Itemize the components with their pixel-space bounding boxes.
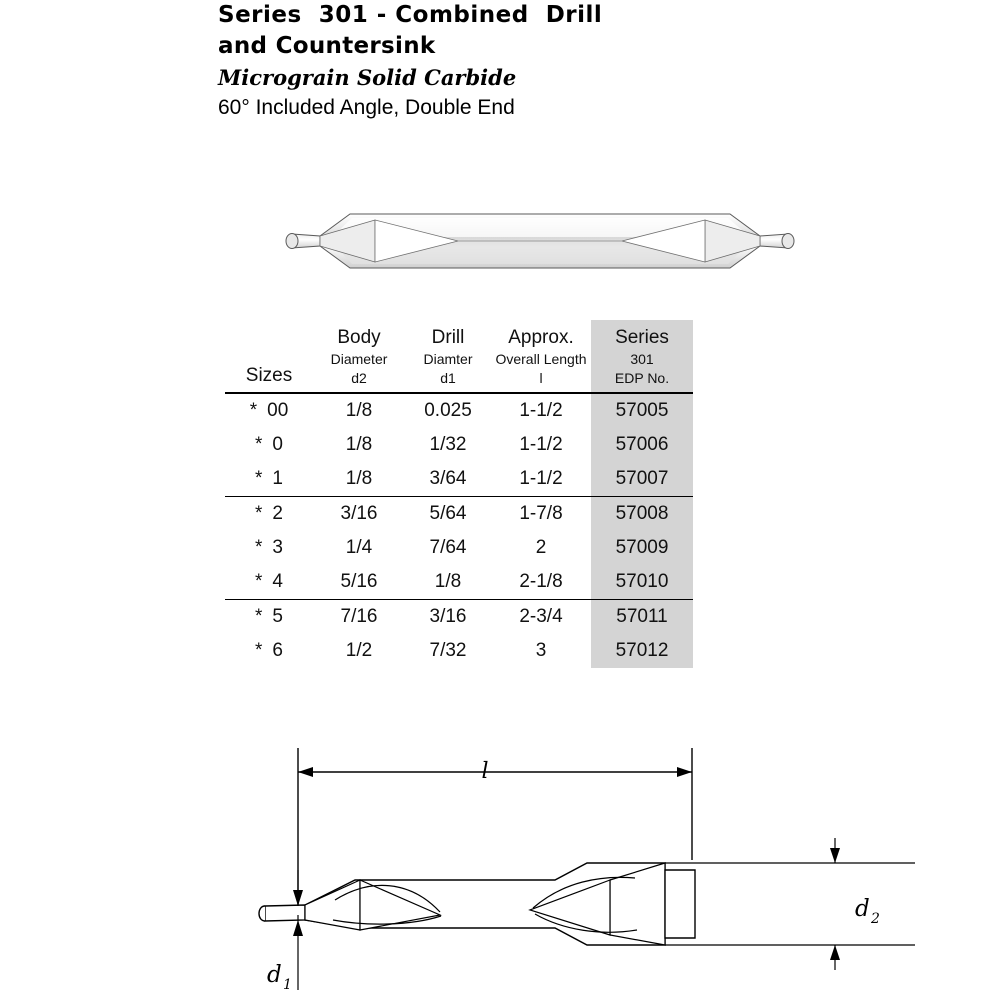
dimension-drawing: [195, 730, 975, 1000]
table-row: [225, 531, 693, 565]
cell-edp-number: 57012: [591, 634, 693, 668]
column-header-body-diameter: [313, 320, 405, 393]
cell-edp-number: 57007: [591, 462, 693, 497]
cell-body-diameter: 3/16: [340, 503, 378, 524]
cell-size-value: 2: [272, 503, 283, 524]
table-body: [225, 393, 693, 668]
cell-overall-length: 1-1/2: [519, 400, 563, 421]
cell-body-diameter: 1/8: [345, 434, 373, 455]
cell-size-value: 5: [272, 606, 283, 627]
cell-drill-diameter: 3/64: [405, 462, 491, 497]
column-header-sizes-label: Sizes: [245, 365, 293, 386]
heading-line-angle: 60° Included Angle, Double End: [218, 96, 515, 119]
table-row: [225, 428, 693, 462]
cell-size: [225, 462, 313, 497]
cell-overall-length: 3: [535, 640, 547, 661]
cell-size-value: 3: [272, 537, 283, 558]
asterisk-marker: *: [255, 571, 263, 592]
column-header-edp-label: Series: [615, 327, 669, 348]
heading-line-material: Micrograin Solid Carbide: [218, 65, 517, 90]
column-header-edp: [591, 320, 693, 393]
page-heading: [218, 0, 778, 123]
cell-body-diameter: 5/16: [313, 565, 405, 600]
column-header-approx-sub: Overall Length: [495, 351, 587, 367]
cell-body-diameter: 1/2: [345, 640, 373, 661]
table-row: [225, 462, 693, 497]
column-header-body-subscript: d2: [351, 370, 367, 386]
cell-drill-diameter: 1/8: [405, 565, 491, 600]
cell-size: [225, 565, 313, 600]
column-header-approx-label: Approx.: [508, 327, 574, 348]
cell-size: [225, 531, 313, 565]
cell-overall-length: 2: [535, 537, 547, 558]
cell-drill-diameter: 7/64: [429, 537, 467, 558]
column-header-sizes: [225, 320, 313, 393]
cell-body-diameter: 7/16: [340, 606, 378, 627]
table-row: [225, 565, 693, 600]
table-row: [225, 600, 693, 635]
cell-drill-diameter: 0.025: [424, 400, 472, 421]
cell-size: [225, 497, 313, 532]
cell-size: [225, 393, 313, 428]
column-header-edp-sub: 301: [630, 351, 654, 367]
cell-body-diameter: 1/8: [345, 400, 373, 421]
asterisk-marker: *: [255, 640, 263, 661]
column-header-drill-diameter: [405, 320, 491, 393]
table-row: [225, 634, 693, 668]
cell-size-value: 6: [272, 640, 283, 661]
cell-size-value: 0: [272, 434, 283, 455]
cell-overall-length: 1-7/8: [519, 503, 563, 524]
column-header-approx-length: [491, 320, 591, 393]
cell-edp-number: 57009: [591, 531, 693, 565]
combined-drill-countersink-photo: [280, 190, 800, 290]
cell-size-value: 00: [267, 400, 289, 421]
column-header-edp-subscript: EDP No.: [614, 370, 670, 386]
cell-overall-length: 1-1/2: [491, 462, 591, 497]
svg-text:2: 2: [871, 911, 880, 927]
svg-text:l: l: [481, 759, 489, 784]
cell-drill-diameter: 7/32: [429, 640, 467, 661]
asterisk-marker: *: [255, 434, 263, 455]
column-header-drill-label: Drill: [431, 327, 465, 348]
cell-size-value: 4: [272, 571, 283, 592]
asterisk-marker: *: [249, 400, 258, 421]
cell-size: [225, 634, 313, 668]
svg-text:d: d: [855, 896, 870, 922]
cell-size: [225, 600, 313, 635]
heading-line-countersink: and Countersink: [218, 33, 436, 59]
cell-edp-number: 57006: [591, 428, 693, 462]
cell-body-diameter: 1/8: [313, 462, 405, 497]
column-header-approx-subscript: l: [539, 370, 543, 386]
heading-line-series: Series 301 - Combined Drill: [218, 2, 603, 28]
column-header-drill-subscript: d1: [440, 370, 456, 386]
asterisk-marker: *: [255, 468, 263, 489]
cell-edp-number: 57010: [591, 565, 693, 600]
asterisk-marker: *: [255, 537, 263, 558]
svg-text:d: d: [267, 962, 282, 988]
asterisk-marker: *: [255, 606, 263, 627]
asterisk-marker: *: [255, 503, 263, 524]
table-row: [225, 393, 693, 428]
table-header: [225, 320, 693, 393]
cell-size: [225, 428, 313, 462]
cell-body-diameter: 1/4: [345, 537, 373, 558]
cell-drill-diameter: 5/64: [429, 503, 467, 524]
column-header-body-label: Body: [337, 327, 381, 348]
cell-drill-diameter: 1/32: [429, 434, 467, 455]
column-header-body-sub: Diameter: [330, 351, 388, 367]
svg-text:1: 1: [283, 977, 292, 993]
cell-drill-diameter: 3/16: [429, 606, 467, 627]
cell-overall-length: 2-1/8: [491, 565, 591, 600]
cell-edp-number: 57005: [591, 393, 693, 428]
cell-edp-number: 57008: [591, 497, 693, 532]
specification-table: [225, 320, 693, 668]
column-header-drill-sub: Diamter: [423, 351, 473, 367]
cell-size-value: 1: [272, 468, 283, 489]
cell-overall-length: 1-1/2: [519, 434, 563, 455]
table-row: [225, 497, 693, 532]
cell-overall-length: 2-3/4: [519, 606, 563, 627]
cell-edp-number: 57011: [591, 600, 693, 635]
